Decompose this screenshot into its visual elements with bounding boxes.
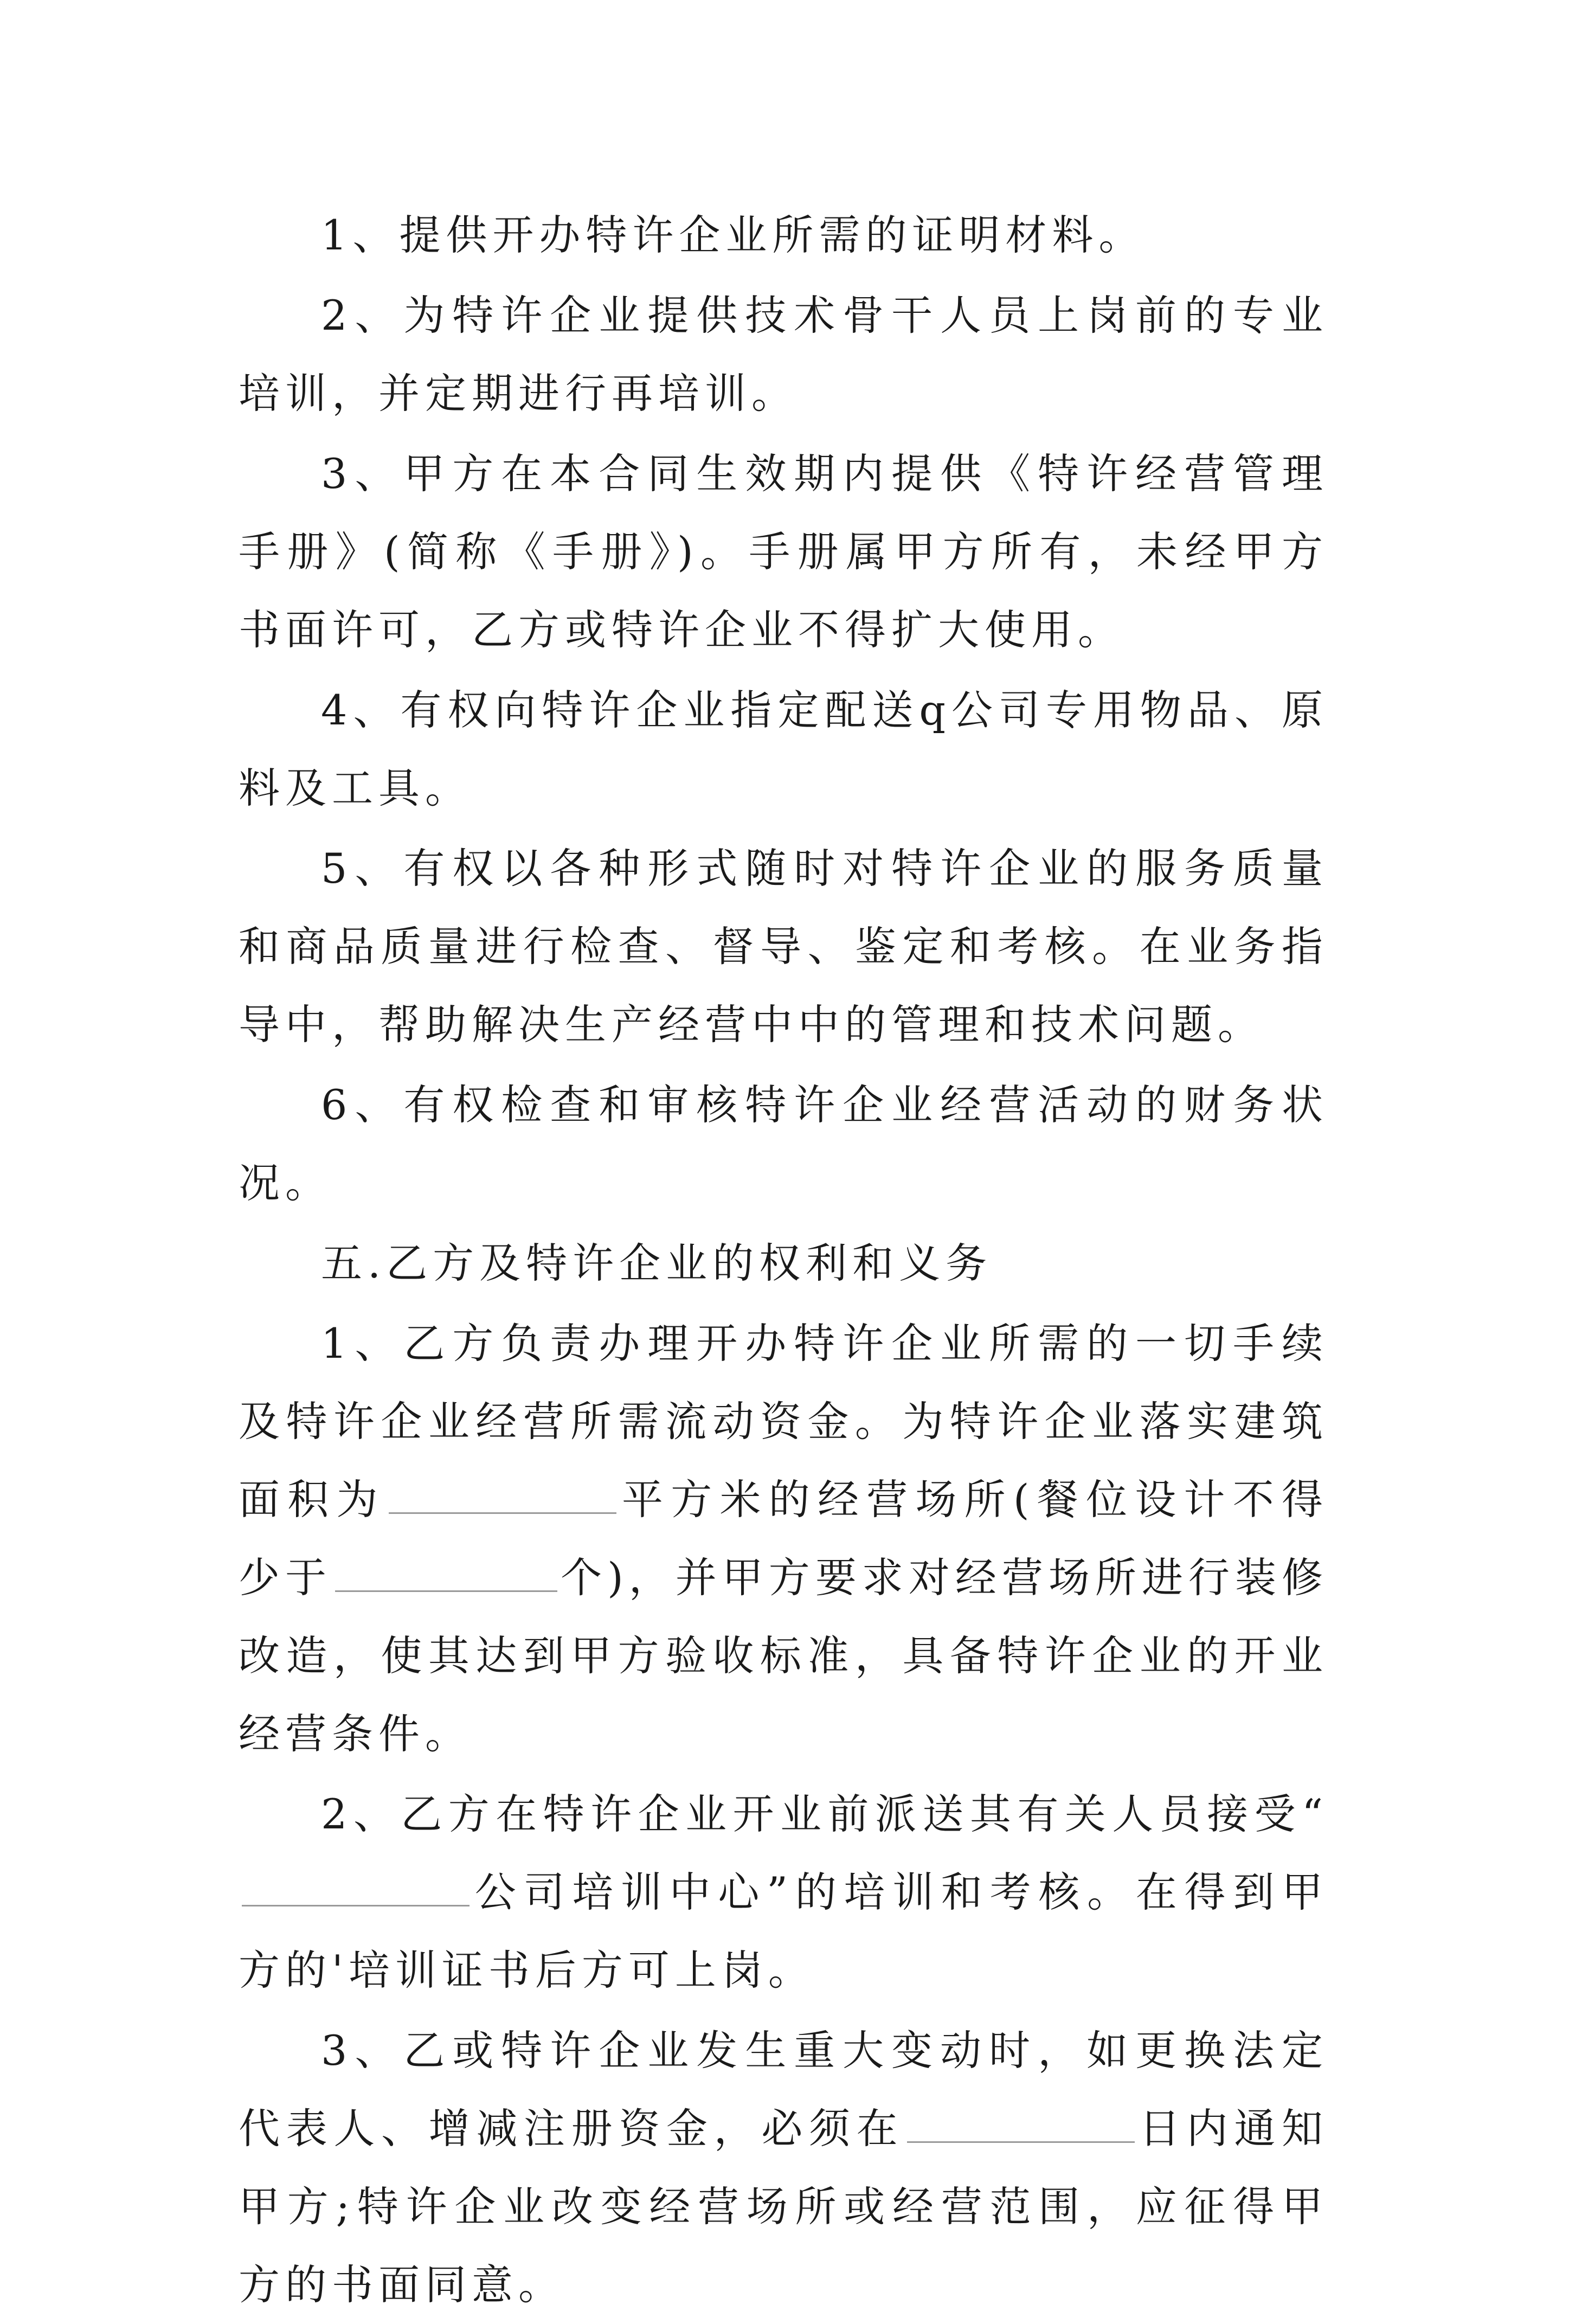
clause-b1-text-1: 1、乙方负责办理开办特许企业所需的一切手续及特许企业经营所需流动资金。为特许企业落实建筑面积为 (239, 1319, 1328, 1524)
clause-a1: 1、提供开办特许企业所需的证明材料。 (321, 211, 1146, 259)
clause-a2: 2、为特许企业提供技术骨干人员上岗前的专业培训，并定期进行再培训。 (239, 291, 1328, 418)
clause-b2 (239, 1775, 1328, 2010)
blank-area-field[interactable] (389, 1480, 616, 1514)
clause-a3: 3、甲方在本合同生效期内提供《特许经营管理手册》(简称《手册》)。手册属甲方所有，未经甲方书面许可，乙方或特许企业不得扩大使用。 (239, 450, 1328, 654)
clause-b3 (239, 2012, 1328, 2324)
clause-b1-text-2: 平方米的经营场所(餐位设计不得少于 (239, 1475, 1329, 1602)
clause-a4: 4、有权向特许企业指定配送q公司专用物品、原料及工具。 (239, 686, 1328, 812)
clause-b3-text-2: 日内通知甲方;特许企业改变经营场所或经营范围，应征得甲方的书面同意。 (239, 2104, 1329, 2309)
clause-b3-text-1: 3、乙或特许企业发生重大变动时，如更换法定代表人、增减注册资金，必须在 (239, 2026, 1328, 2153)
clause-b1 (239, 1305, 1328, 1773)
document-body (239, 196, 1328, 2324)
blank-seat-count-field[interactable] (335, 1558, 557, 1592)
clause-a6: 6、有权检查和审核特许企业经营活动的财务状况。 (239, 1081, 1328, 1207)
clause-b1-text-3: 个)，并甲方要求对经营场所进行装修改造，使其达到甲方验收标准，具备特许企业的开业经营条件。 (239, 1553, 1329, 1758)
clause-b2-text-2: 公司培训中心”的培训和考核。在得到甲方的'培训证书后方可上岗。 (239, 1868, 1328, 1994)
clause-b2-text-1: 2、乙方在特许企业开业前派送其有关人员接受“ (321, 1790, 1328, 1838)
section-heading-5: 五.乙方及特许企业的权利和义务 (321, 1239, 993, 1287)
blank-company-name-field[interactable] (242, 1872, 470, 1906)
blank-days-field[interactable] (907, 2109, 1135, 2143)
clause-a5: 5、有权以各种形式随时对特许企业的服务质量和商品质量进行检查、督导、鉴定和考核。在业务指导中，帮助解决生产经营中中的管理和技术问题。 (239, 844, 1328, 1049)
